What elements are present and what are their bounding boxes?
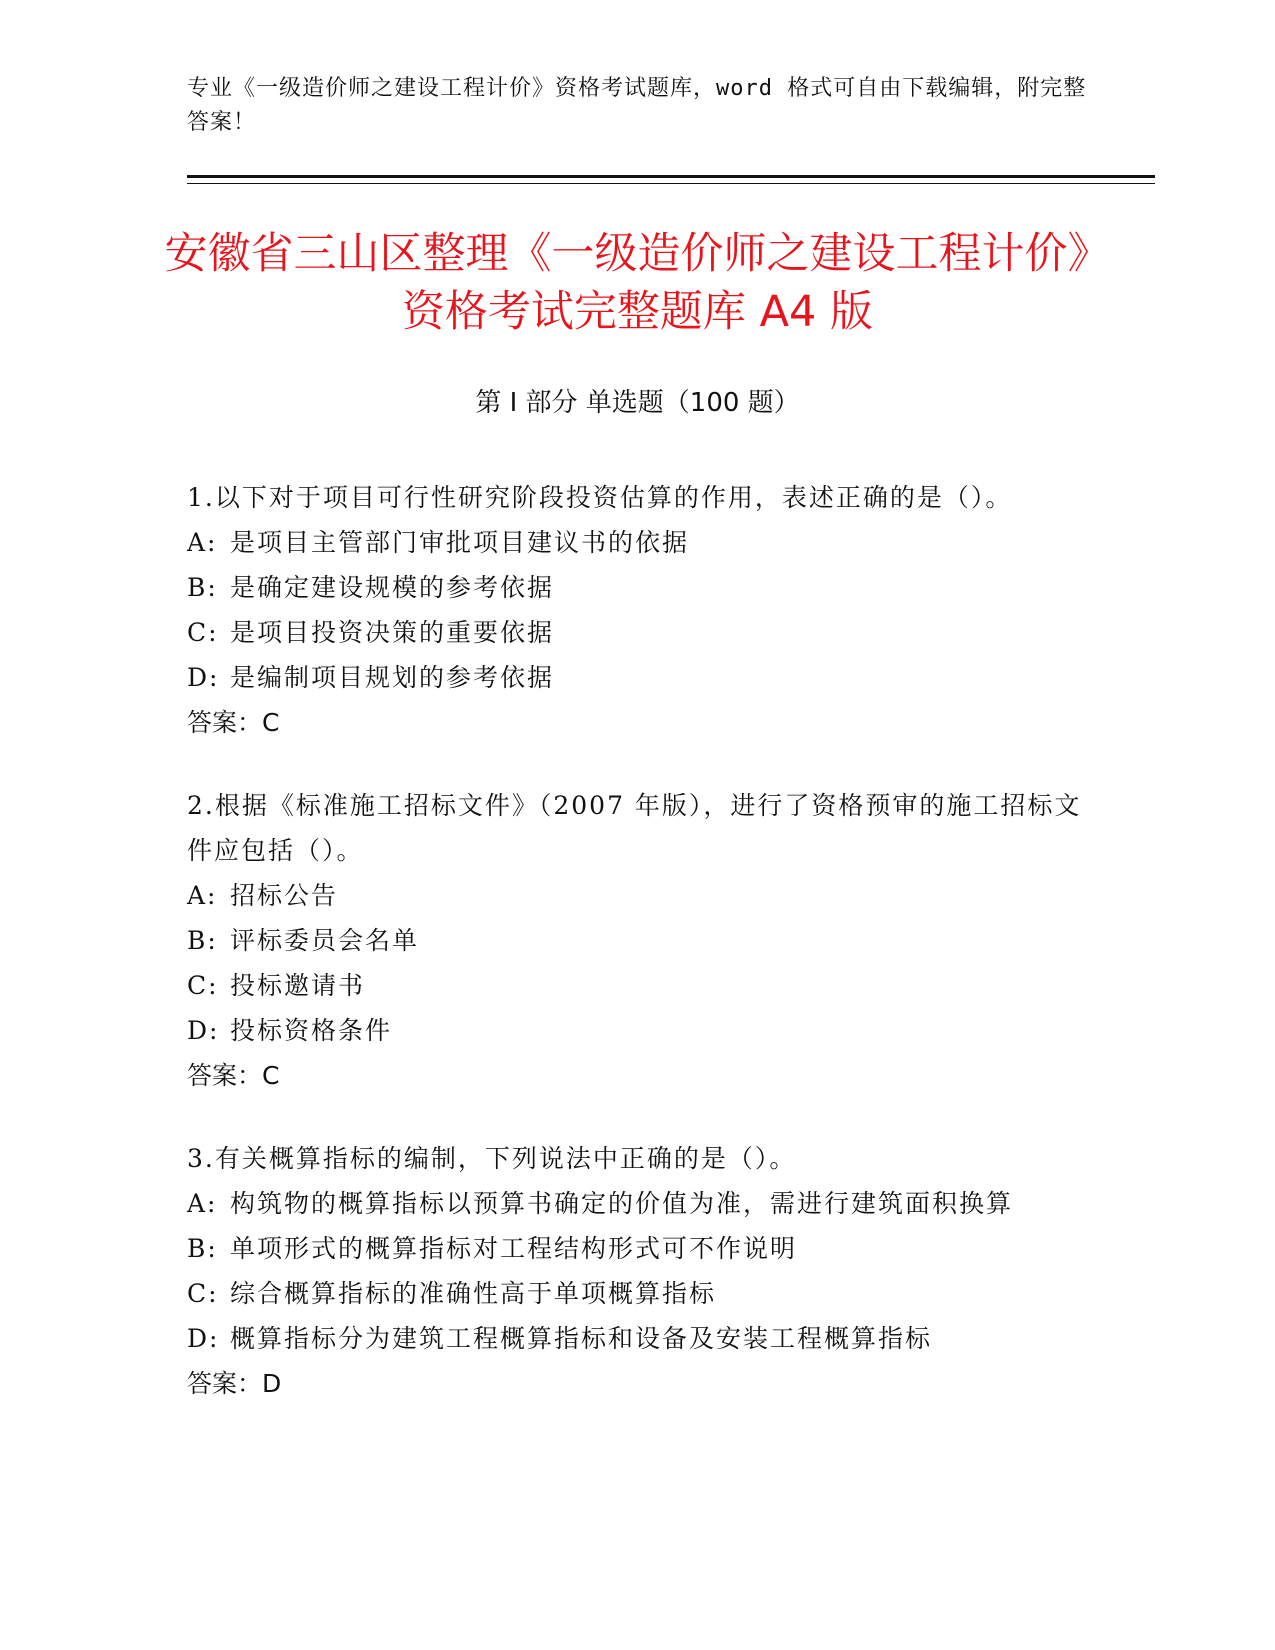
option-text: 招标公告 [230,881,339,910]
header-rule-thick [187,175,1155,178]
option-c [187,963,1092,1008]
option-text: 投标邀请书 [230,971,366,1000]
option-letter: A: [187,1189,218,1218]
option-b [187,1226,1092,1271]
option-c [187,610,1092,655]
answer: 答案：D [187,1369,282,1398]
option-b [187,918,1092,963]
section-title: 第 I 部分 单选题（100 题） [475,388,800,418]
question-1 [187,475,1092,745]
option-text: 投标资格条件 [230,1016,393,1045]
option-text: 概算指标分为建筑工程概算指标和设备及安装工程概算指标 [230,1324,933,1353]
option-a [187,873,1092,918]
question-stem: 2.根据《标准施工招标文件》（2007 年版），进行了资格预审的施工招标文件应包括（）。 [187,791,1082,865]
option-text: 综合概算指标的准确性高于单项概算指标 [230,1279,717,1308]
question-stem: 1.以下对于项目可行性研究阶段投资估算的作用，表述正确的是（）。 [187,483,1013,512]
option-d [187,1008,1092,1053]
option-letter: B: [187,926,218,955]
option-text: 评标委员会名单 [230,926,420,955]
option-a [187,1181,1092,1226]
answer: 答案：C [187,1061,280,1090]
option-letter: D: [187,1324,220,1353]
option-text: 是编制项目规划的参考依据 [230,663,555,692]
option-letter: C: [187,1279,219,1308]
option-c [187,1271,1092,1316]
answer: 答案：C [187,708,280,737]
option-text: 是项目主管部门审批项目建议书的依据 [230,528,690,557]
option-letter: B: [187,573,218,602]
option-letter: D: [187,1016,220,1045]
option-letter: B: [187,1234,218,1263]
option-letter: A: [187,881,218,910]
option-d [187,655,1092,700]
question-list [187,475,1092,1444]
question-stem: 3.有关概算指标的编制，下列说法中正确的是（）。 [187,1144,797,1173]
option-letter: D: [187,663,220,692]
option-d [187,1316,1092,1361]
option-letter: C: [187,971,219,1000]
header-note: 专业《一级造价师之建设工程计价》资格考试题库，word 格式可自由下载编辑，附完整答案！ [187,76,1087,135]
option-text: 是项目投资决策的重要依据 [230,618,555,647]
question-3 [187,1136,1092,1406]
option-b [187,565,1092,610]
question-2 [187,783,1092,1098]
option-text: 是确定建设规模的参考依据 [230,573,555,602]
document-title: 安徽省三山区整理《一级造价师之建设工程计价》资格考试完整题库 A4 版 [164,229,1111,337]
header-rule-thin [187,183,1155,184]
option-letter: C: [187,618,219,647]
option-a [187,520,1092,565]
option-text: 构筑物的概算指标以预算书确定的价值为准，需进行建筑面积换算 [230,1189,1014,1218]
option-letter: A: [187,528,218,557]
option-text: 单项形式的概算指标对工程结构形式可不作说明 [230,1234,798,1263]
